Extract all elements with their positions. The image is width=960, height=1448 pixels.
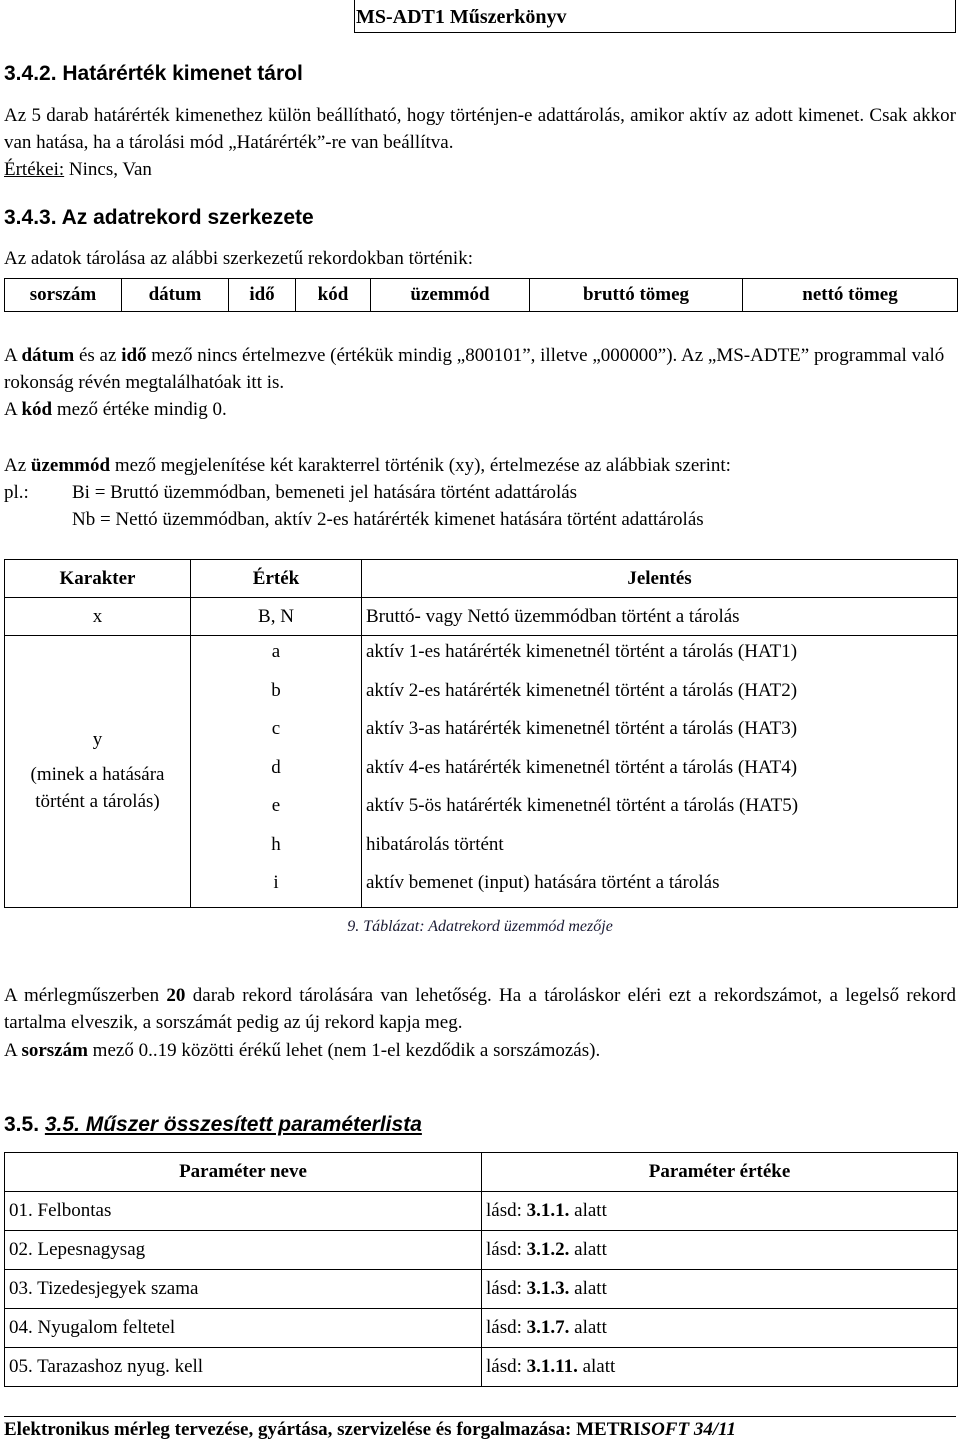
table-row — [5, 1270, 958, 1309]
param-value — [482, 1270, 958, 1309]
value-x: B, N — [191, 598, 362, 636]
footer-text: Elektronikus mérleg tervezése, gyártása, szervizelése és forgalmazása: METRI — [4, 1419, 641, 1440]
text: lásd: — [486, 1278, 527, 1299]
text: A — [4, 1040, 22, 1061]
value-e: e — [271, 795, 281, 816]
text: lásd: — [486, 1200, 527, 1221]
field-datum: dátum — [122, 279, 229, 312]
param-value — [482, 1348, 958, 1387]
serial-paragraph — [4, 1037, 956, 1064]
table-row-y — [5, 636, 958, 908]
meaning-i: aktív bemenet (input) hatására történt a tárolás — [366, 872, 720, 893]
field-brutto: bruttó tömeg — [530, 279, 743, 312]
value-b: b — [271, 679, 281, 701]
meaning-e: aktív 5-ös határérték kimenetnél történt a tárolás (HAT5) — [366, 795, 799, 816]
text: A — [4, 345, 22, 366]
param-ref: 3.1.3. — [526, 1278, 570, 1299]
record-intro: Az adatok tárolása az alábbi szerkezetű rekordokban történik: — [4, 248, 473, 269]
field-kod: kód — [296, 279, 371, 312]
value-i: i — [273, 872, 279, 893]
char-y-cell — [5, 636, 191, 908]
record-structure-row — [5, 279, 958, 312]
text: mező 0..19 közötti érékű lehet (nem 1-el kezdődik a sorszámozás). — [87, 1040, 601, 1061]
text: és az — [74, 345, 122, 366]
param-name: 05. Tarazashoz nyug. kell — [5, 1348, 482, 1387]
param-value — [482, 1192, 958, 1231]
values-text: Nincs, Van — [68, 159, 152, 180]
param-header-row — [5, 1153, 958, 1192]
section-342-values — [4, 156, 956, 183]
code-paragraph — [4, 396, 956, 423]
field-uzemmod: üzemmód — [371, 279, 530, 312]
table-row-x — [5, 598, 958, 636]
text: mező nincs értelmezve (értékük mindig „800101”, illetve „000000”). Az „MS-ADTE” programmal való rokonság révén megtalálhatóak itt is. — [4, 345, 945, 393]
bold-ido: idő — [121, 345, 147, 366]
char-y: y — [92, 728, 103, 750]
page-footer — [4, 1416, 956, 1441]
bold-sorszam: sorszám — [21, 1040, 88, 1061]
text: darab rekord tárolására van lehetőség. Ha a tároláskor eléri ezt a rekordszámot, a legelső rekord tartalma elveszik, a sorszámát pedig az új rekord kapja meg. — [4, 985, 956, 1033]
param-name: 02. Lepesnagysag — [5, 1231, 482, 1270]
table-row — [5, 1231, 958, 1270]
text: mező megjelenítése két karakterrel történik (xy), értelmezése az alábbiak szerint: — [110, 455, 731, 476]
section-342-paragraph: Az 5 darab határérték kimenethez külön beállítható, hogy történjen-e adattárolás, amikor aktív az adott kimenet. Csak akkor van hatása, ha a tárolási mód „Határérték”-re van beállítva. — [4, 105, 956, 153]
meaning-h: hibatárolás történt — [366, 833, 504, 855]
text: lásd: — [486, 1317, 527, 1338]
table-row — [5, 1348, 958, 1387]
param-name: 03. Tizedesjegyek szama — [5, 1270, 482, 1309]
param-ref: 3.1.2. — [526, 1239, 570, 1260]
text: A — [4, 399, 22, 420]
text: Az — [4, 455, 31, 476]
text: A mérlegműszerben — [4, 985, 167, 1006]
header-rule — [354, 32, 956, 33]
heading-text: 3.5. Műszer összesített paraméterlista — [44, 1113, 422, 1136]
header-ertek: Érték — [191, 560, 362, 598]
header-border-right — [955, 0, 956, 32]
bold-datum: dátum — [21, 345, 75, 366]
param-header-name: Paraméter neve — [5, 1153, 482, 1192]
table-header-row — [5, 560, 958, 598]
bold-uzemmod: üzemmód — [30, 455, 111, 476]
char-x: x — [5, 598, 191, 636]
table-caption: 9. Táblázat: Adatrekord üzemmód mezője — [347, 918, 613, 935]
section-heading-342: 3.4.2. Határérték kimenet tárol — [4, 62, 303, 85]
document-title: MS-ADT1 Műszerkönyv — [356, 6, 567, 28]
table-row — [5, 1192, 958, 1231]
record-structure-table — [4, 278, 958, 312]
values-label: Értékei: — [4, 159, 65, 180]
page-number: 34/11 — [693, 1419, 737, 1440]
bold-20: 20 — [166, 985, 186, 1006]
field-netto: nettó tömeg — [743, 279, 958, 312]
mode-paragraph — [4, 452, 956, 479]
footer-soft: SOFT — [640, 1419, 690, 1440]
char-y-note: (minek a hatására történt a tárolás) — [30, 763, 165, 812]
bold-kod: kód — [21, 399, 53, 420]
meaning-c: aktív 3-as határérték kimenetnél történt a tárolás (HAT3) — [366, 718, 798, 739]
param-ref: 3.1.1. — [526, 1200, 570, 1221]
value-c: c — [271, 718, 281, 739]
param-header-value: Paraméter értéke — [482, 1153, 958, 1192]
mode-table — [4, 559, 958, 908]
value-a: a — [271, 641, 281, 662]
storage-paragraph — [4, 982, 956, 1036]
example-1: Bi = Bruttó üzemmódban, bemeneti jel hatására történt adattárolás — [72, 482, 578, 503]
table-row — [5, 1309, 958, 1348]
field-ido: idő — [229, 279, 296, 312]
section-heading-35 — [4, 1113, 422, 1137]
meaning-d: aktív 4-es határérték kimenetnél történt a tárolás (HAT4) — [366, 756, 798, 778]
value-h: h — [271, 833, 281, 855]
field-sorszam: sorszám — [5, 279, 122, 312]
text: alatt — [569, 1278, 607, 1299]
header-jelentes: Jelentés — [362, 560, 958, 598]
param-ref: 3.1.7. — [526, 1317, 570, 1338]
text: mező értéke mindig 0. — [52, 399, 227, 420]
meaning-y-cell — [362, 636, 958, 908]
text: alatt — [569, 1239, 607, 1260]
text: lásd: — [486, 1239, 527, 1260]
header-karakter: Karakter — [5, 560, 191, 598]
meaning-x: Bruttó- vagy Nettó üzemmódban történt a tárolás — [362, 598, 958, 636]
header-border-left — [354, 0, 355, 32]
section-heading-343: 3.4.3. Az adatrekord szerkezete — [4, 206, 314, 229]
param-value — [482, 1231, 958, 1270]
text: lásd: — [486, 1356, 527, 1377]
value-d: d — [271, 756, 281, 778]
param-name: 01. Felbontas — [5, 1192, 482, 1231]
meaning-a: aktív 1-es határérték kimenetnél történt a tárolás (HAT1) — [366, 641, 798, 662]
meaning-b: aktív 2-es határérték kimenetnél történt a tárolás (HAT2) — [366, 679, 798, 701]
text: alatt — [569, 1317, 607, 1338]
param-name: 04. Nyugalom feltetel — [5, 1309, 482, 1348]
date-time-paragraph — [4, 342, 956, 396]
text: alatt — [569, 1200, 607, 1221]
value-y-cell — [191, 636, 362, 908]
param-value — [482, 1309, 958, 1348]
heading-number: 3.5. — [4, 1113, 45, 1136]
example-label: pl.: — [4, 482, 29, 503]
example-2: Nb = Nettó üzemmódban, aktív 2-es határérték kimenet hatására történt adattárolás — [72, 509, 704, 530]
parameter-table — [4, 1152, 958, 1387]
param-ref: 3.1.11. — [526, 1356, 578, 1377]
text: alatt — [577, 1356, 616, 1377]
